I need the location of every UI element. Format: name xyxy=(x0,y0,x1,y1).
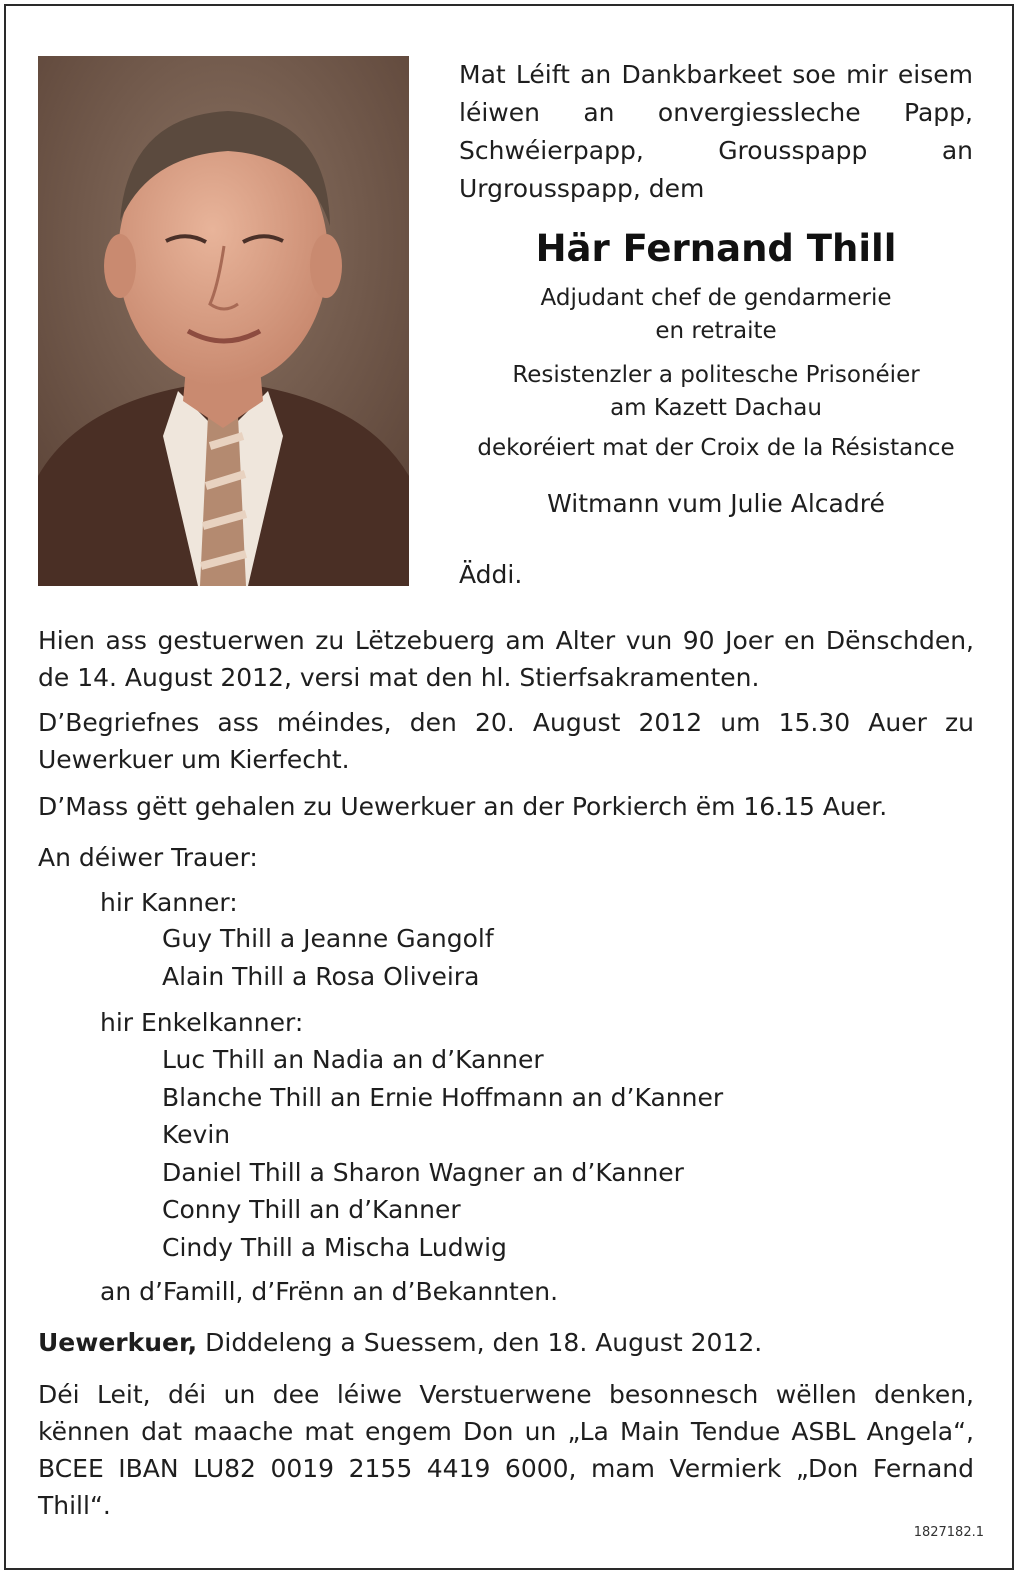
mass-notice: D’Mass gëtt gehalen zu Uewerkuer an der Porkierch ëm 16.15 Auer. xyxy=(38,792,888,821)
mourners-closing: an d’Famill, d’Frënn an d’Bekannten. xyxy=(100,1277,559,1306)
resistance-line: Resistenzler a politesche Prisonéier xyxy=(512,362,920,388)
rank-line: Adjudant chef de gendarmerie xyxy=(540,285,892,311)
list-item: Alain Thill a Rosa Oliveira xyxy=(162,961,480,991)
decoration-line: dekoréiert mat der Croix de la Résistance xyxy=(477,435,955,461)
resistance-block xyxy=(459,359,973,425)
place-date-line xyxy=(38,1326,762,1360)
list-item: Blanche Thill an Ernie Hoffmann an d’Kanner xyxy=(162,1082,724,1112)
grandchildren-label: hir Enkelkanner: xyxy=(100,1008,304,1037)
children-label: hir Kanner: xyxy=(100,888,238,917)
mourners-heading: An déiwer Trauer: xyxy=(38,843,258,872)
deceased-name: Här Fernand Thill xyxy=(535,227,897,270)
list-item: Conny Thill an d’Kanner xyxy=(162,1195,461,1224)
burial-notice: D’Begriefnes ass méindes, den 20. August 2012 um 15.30 Auer zu Uewerkuer um Kierfecht. xyxy=(38,708,974,774)
grandchildren-list xyxy=(162,1041,723,1266)
reference-number: 1827182.1 xyxy=(913,1525,984,1540)
donation-notice: Déi Leit, déi un dee léiwe Verstuerwene besonnesch wëllen denken, kënnen dat maache mat engem Don un „La Main Tendue ASBL Angela“, BCEE IBAN LU82 0019 2155 4419 6000, mam Vermierk „Don Fernand Thill“. xyxy=(38,1380,974,1520)
resistance-line: am Kazett Dachau xyxy=(610,395,822,421)
rank-line: en retraite xyxy=(655,318,777,344)
relation-text: Äddi. xyxy=(459,560,523,589)
widower-line: Witmann vum Julie Alcadré xyxy=(547,489,885,518)
children-list xyxy=(162,920,494,995)
list-item: Guy Thill a Jeanne Gangolf xyxy=(162,924,494,953)
list-item: Kevin xyxy=(162,1120,231,1149)
portrait-photo xyxy=(38,56,409,586)
list-item: Daniel Thill a Sharon Wagner an d’Kanner xyxy=(162,1157,684,1187)
list-item: Luc Thill an Nadia an d’Kanner xyxy=(162,1045,544,1074)
place-bold: Uewerkuer, xyxy=(38,1328,198,1357)
intro-text: Mat Léift an Dankbarkeet soe mir eisem léiwen an onvergiessleche Papp, Schwéierpapp, Grousspapp an Urgrousspapp, dem xyxy=(459,60,973,203)
rank-block xyxy=(459,282,973,348)
list-item: Cindy Thill a Mischa Ludwig xyxy=(162,1232,507,1262)
place-rest: Diddeleng a Suessem, den 18. August 2012. xyxy=(197,1328,763,1357)
portrait-illustration xyxy=(38,56,409,586)
death-notice: Hien ass gestuerwen zu Lëtzebuerg am Alter vun 90 Joer en Dënschden, de 14. August 2012, versi mat den hl. Stierfsakramenten. xyxy=(38,626,974,692)
